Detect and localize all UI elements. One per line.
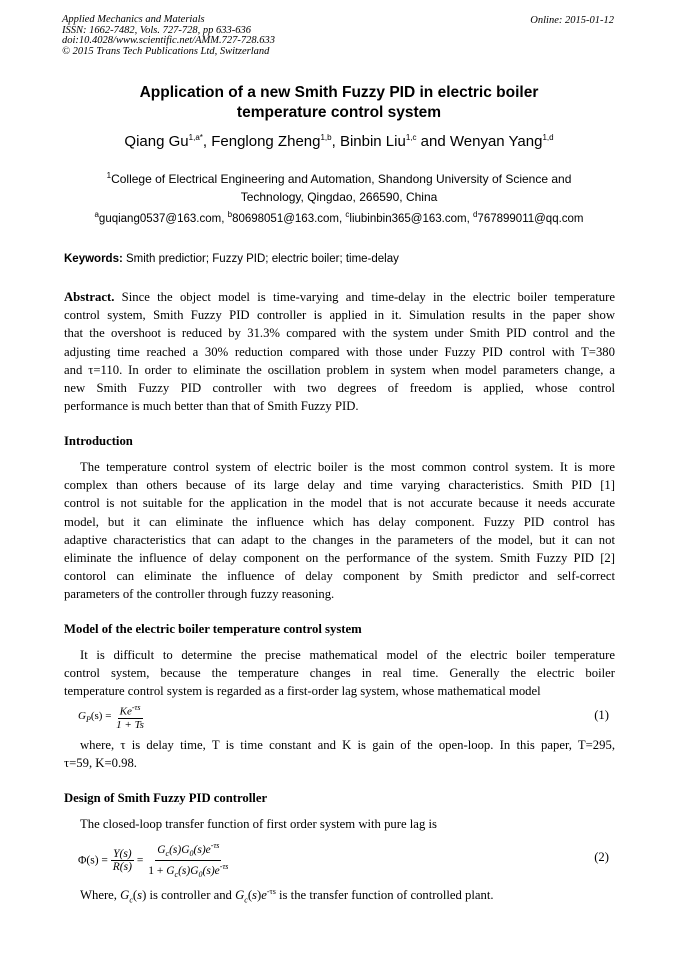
- journal-copyright: © 2015 Trans Tech Publications Ltd, Switzerland: [62, 45, 270, 57]
- abstract-line: and τ=110. In order to eliminate the oscillation problem in system when model parameters change, a: [64, 362, 615, 377]
- abstract-line: [64, 288, 615, 306]
- paper-title: [62, 83, 616, 122]
- author-affiliation-mark: 1,b: [320, 133, 332, 142]
- equation-1: [64, 702, 615, 734]
- eq-numerator: [118, 702, 143, 719]
- section-heading: Introduction: [64, 434, 133, 448]
- eq-denominator: R(s): [112, 861, 132, 874]
- online-date: Online: 2015-01-12: [530, 15, 614, 26]
- body-line: The closed-loop transfer function of first order system with pure lag is: [80, 817, 437, 831]
- author-affiliation-mark: 1,c: [405, 133, 417, 142]
- email-mark: a: [94, 210, 99, 220]
- journal-name: Applied Mechanics and Materials: [62, 14, 205, 25]
- body-line: contorol can eliminate the influence of delay component by Smith predictor and self-correct: [64, 569, 615, 584]
- abstract-label: Abstract.: [64, 290, 115, 304]
- author-name: Wenyan Yang: [449, 133, 543, 150]
- equation-1-body: [78, 702, 146, 731]
- email-address: 767899011@qq.com: [477, 213, 584, 225]
- body-line: parameters of the controller through fuzzy reasoning.: [64, 587, 335, 602]
- eq-denominator: 1 + Ts: [116, 718, 144, 731]
- affiliation-line: Technology, Qingdao, 266590, China: [240, 190, 438, 204]
- model-where: [64, 736, 615, 772]
- eq-symbol: G: [78, 709, 86, 722]
- affiliation: [62, 170, 616, 206]
- affiliation-text: College of Electrical Engineering and Automation, Shandong University of Science and: [111, 172, 572, 186]
- author-affiliation-mark: 1,d: [542, 133, 554, 142]
- body-line: where, τ is delay time, T is time constant and K is gain of the open-loop. In this paper, T=295,: [80, 738, 615, 752]
- introduction-body: [64, 458, 615, 604]
- equation-number: (2): [594, 850, 609, 864]
- email-mark: d: [472, 210, 478, 220]
- eq-fraction: [111, 848, 134, 873]
- eq-numerator-text: Ke: [119, 705, 132, 718]
- abstract-text: Since the object model is time-varying and time-delay in the electric boiler temperature: [114, 290, 615, 304]
- body-line: Where, $G_c(s)$ is controller and $G_c(s)e^{-\tau s}$ is the transfer function of controlled plant.: [80, 887, 494, 905]
- journal-info: [62, 15, 275, 57]
- email-list: $^a$guqiang0537@163.com, $^b$80698051@163.com, $^c$liubinbin365@163.com, $^d$767899011@qq.com: [94, 210, 584, 225]
- abstract-line: that the overshoot is reduced by 31.3% compared with the system under Smith PID control and the: [64, 326, 615, 341]
- abstract-line: control system, Smith Fuzzy PID controller is applied in it. Simulation results in the paper show: [64, 308, 615, 323]
- author-name: Fenglong Zheng: [211, 133, 321, 150]
- author-separator: ,: [202, 133, 212, 150]
- email-mark: c: [345, 210, 350, 220]
- body-line: model, but it can eliminate the influence which has delay component. Fuzzy PID control has: [64, 514, 615, 529]
- abstract-line: adjusting time reached a 30% reduction compared with those under Fuzzy PID control with T=380: [64, 344, 615, 359]
- eq-fraction: [114, 702, 146, 731]
- author-affiliation-mark: 1,a*: [188, 133, 203, 142]
- body-line: control system, because the temperature changes in real time. Generally the electric boiler: [64, 666, 615, 681]
- body-line: It is difficult to determine the precise mathematical model of the electric boiler temperature: [80, 648, 615, 662]
- body-line: τ=59, K=0.98.: [64, 756, 137, 771]
- eq-numerator: $G_c(s)G_0(s)e^{-\tau s}$: [155, 840, 221, 861]
- author-name: Qiang Gu: [124, 133, 189, 150]
- eq-subscript: P: [85, 715, 91, 725]
- title-line: Application of a new Smith Fuzzy PID in electric boiler: [139, 84, 539, 101]
- body-line: temperature control system is regarded as a first-order lag system, whose mathematical model: [64, 684, 541, 699]
- journal-issn: ISSN: 1662-7482, Vols. 727-728, pp 633-636: [62, 24, 251, 36]
- body-line: control is not suitable for the application in the model that is not accurate because it needs accurate: [64, 496, 615, 511]
- email-address: guqiang0537@163.com: [98, 213, 222, 225]
- body-line: adaptive characteristics that can adapt to the changes in the parameters of the model, but it can not: [64, 532, 615, 547]
- affiliation-line: [62, 170, 616, 188]
- author-separator: and: [416, 133, 450, 150]
- abstract: [64, 288, 615, 415]
- author-separator: ,: [331, 133, 340, 150]
- eq-denominator: $1 + G_c(s)G_0(s)e^{-\tau s}$: [148, 862, 229, 880]
- journal-doi: doi:10.4028/www.scientific.net/AMM.727-728.633: [62, 35, 275, 46]
- keywords-text: Smith predictior; Fuzzy PID; electric boiler; time-delay: [122, 253, 399, 265]
- affiliation-mark: 1: [106, 171, 112, 180]
- body-line: complex than others because of its large delay and time varying characteristics. Smith PID [1]: [64, 478, 615, 493]
- keywords: [64, 252, 616, 266]
- eq-numerator: Y(s): [113, 848, 132, 861]
- eq-exponent: -τs: [131, 703, 141, 712]
- keywords-label: Keywords:: [64, 253, 123, 265]
- eq-fraction: [146, 840, 230, 881]
- design-where: [64, 883, 615, 905]
- eq-arg: (s) =: [90, 709, 112, 722]
- design-intro: [64, 815, 615, 833]
- section-heading: Design of Smith Fuzzy PID controller: [64, 791, 268, 805]
- eq-lhs: Φ(s) =: [78, 854, 108, 867]
- body-line: The temperature control system of electric boiler is the most common control system. It is more: [80, 460, 615, 474]
- eq-equals: =: [136, 854, 144, 867]
- model-body: [64, 646, 615, 701]
- author-list: [62, 132, 616, 152]
- body-line: eliminate the influence of delay component on the performance of the system. Smith Fuzzy PID [2]: [64, 550, 615, 565]
- equation-2: [64, 840, 615, 880]
- abstract-line: new Smith Fuzzy PID controller with two degrees of freedom is applied, whose control: [64, 380, 615, 395]
- equation-2-body: [78, 840, 230, 881]
- equation-number: (1): [594, 708, 609, 722]
- title-line: temperature control system: [236, 103, 442, 121]
- section-heading: Model of the electric boiler temperature control system: [64, 622, 362, 636]
- abstract-line: performance is much better than that of Smith Fuzzy PID.: [64, 399, 359, 414]
- email-mark: b: [227, 210, 233, 220]
- email-address: 80698051@163.com: [232, 213, 340, 225]
- author-name: Binbin Liu: [339, 133, 406, 150]
- email-address: liubinbin365@163.com: [349, 213, 467, 225]
